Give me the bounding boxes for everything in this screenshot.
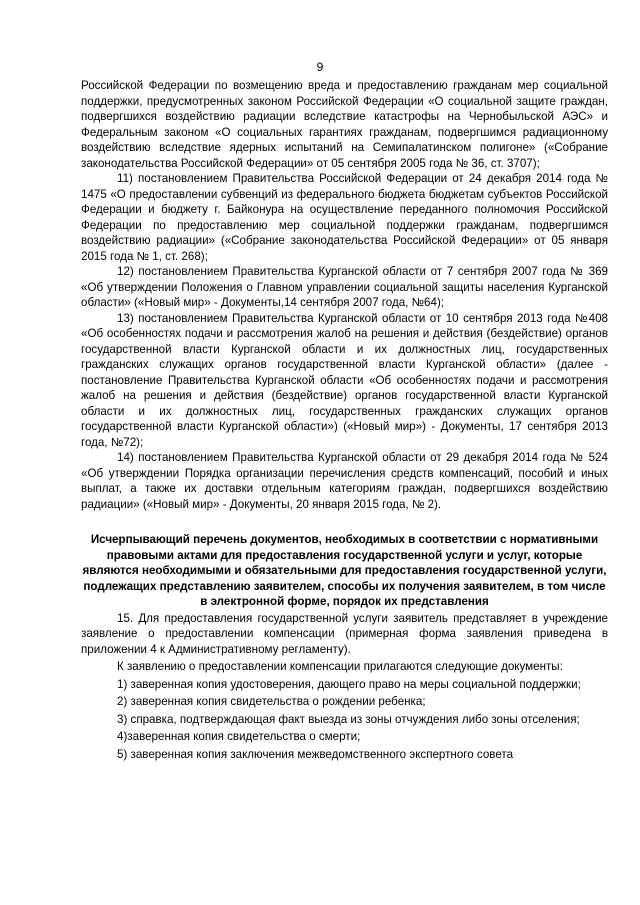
document-item-1: 1) заверенная копия удостоверения, дающего право на меры социальной поддержки; <box>117 677 581 691</box>
document-item-3: 3) справка, подтверждающая факт выезда из зоны отчуждения либо зоны отселения; <box>117 712 580 726</box>
document-body <box>81 78 608 762</box>
page-number: 9 <box>316 60 324 74</box>
section-heading: Исчерпывающий перечень документов, необходимых в соответствии с нормативными правовыми актами для предоставления государственной услуги и услуг, которые являются необходимыми и обязательными для предоставления государственной услуги, подлежащих представлению заявителем, способы их получения заявителем, в том числе в электронной форме, порядок их представления <box>82 533 607 608</box>
list-item-14: 14) постановлением Правительства Курганской области от 29 декабря 2014 года № 524 «Об утверждении Порядка организации перечисления средств компенсаций, пособий и иных выплат, а также их доставки отдельным категориям граждан, подвергшихся воздействию радиации» («Новый мир» - Документы, 20 января 2015 года, № 2). <box>81 451 608 511</box>
document-item-5: 5) заверенная копия заключения межведомственного экспертного совета <box>117 747 514 761</box>
document-item-2: 2) заверенная копия свидетельства о рождении ребенка; <box>117 695 426 708</box>
list-item-13: 13) постановлением Правительства Курганской области от 10 сентября 2013 года №408 «Об особенностях подачи и рассмотрения жалоб на решения и действия (бездействие) органов государственной власти Курганской области и их должностных лиц, государственных гражданских служащих органов государственной власти Курганской области» (далее - постановление Правительства Курганской области «Об особенностях подачи и рассмотрения жалоб на решения и действия (бездействие) органов государственной власти Курганской области и их должностных лиц, государственных гражданских служащих органов государственной власти Курганской области») («Новый мир») - Документы, 17 сентября 2013 года, №72); <box>81 311 608 449</box>
paragraph-continuation: Российской Федерации по возмещению вреда и предоставлению гражданам мер социальной поддержки, предусмотренных законом Российской Федерации «О социальной защите граждан, подвергшихся воздействию радиации вследствие катастрофы на Чернобыльской АЭС» и Федеральным законом «О социальных гарантиях гражданам, подвергшимся радиационному воздействию вследствие ядерных испытаний на Семипалатинском полигоне» («Собрание законодательства Российской Федерации» от 05 сентября 2005 года № 36, ст. 3707); <box>81 79 608 170</box>
list-item-12: 12) постановлением Правительства Курганской области от 7 сентября 2007 года № 369 «Об утверждении Положения о Главном управлении социальной защиты населения Курганской области» («Новый мир» - Документы,14 сентября 2007 года, №64); <box>81 265 608 309</box>
document-item-4: 4)заверенная копия свидетельства о смерти; <box>117 730 361 743</box>
paragraph-15: 15. Для предоставления государственной услуги заявитель представляет в учреждение заявление о предоставлении компенсации (примерная форма заявления приведена в приложении 4 к Административному регламенту). <box>81 611 608 656</box>
documents-intro: К заявлению о предоставлении компенсации прилагаются следующие документы: <box>117 660 563 673</box>
list-item-11: 11) постановлением Правительства Российской Федерации от 24 декабря 2014 года № 1475 «О предоставлении субвенций из федерального бюджета бюджетам субъектов Российской Федерации и бюджету г. Байконура на осуществление переданного полномочия Российской Федерации по предоставлению мер социальной поддержки гражданам, подвергшимся воздействию радиации» («Собрание законодательства Российской Федерации» от 05 января 2015 года № 1, ст. 268); <box>81 172 608 263</box>
